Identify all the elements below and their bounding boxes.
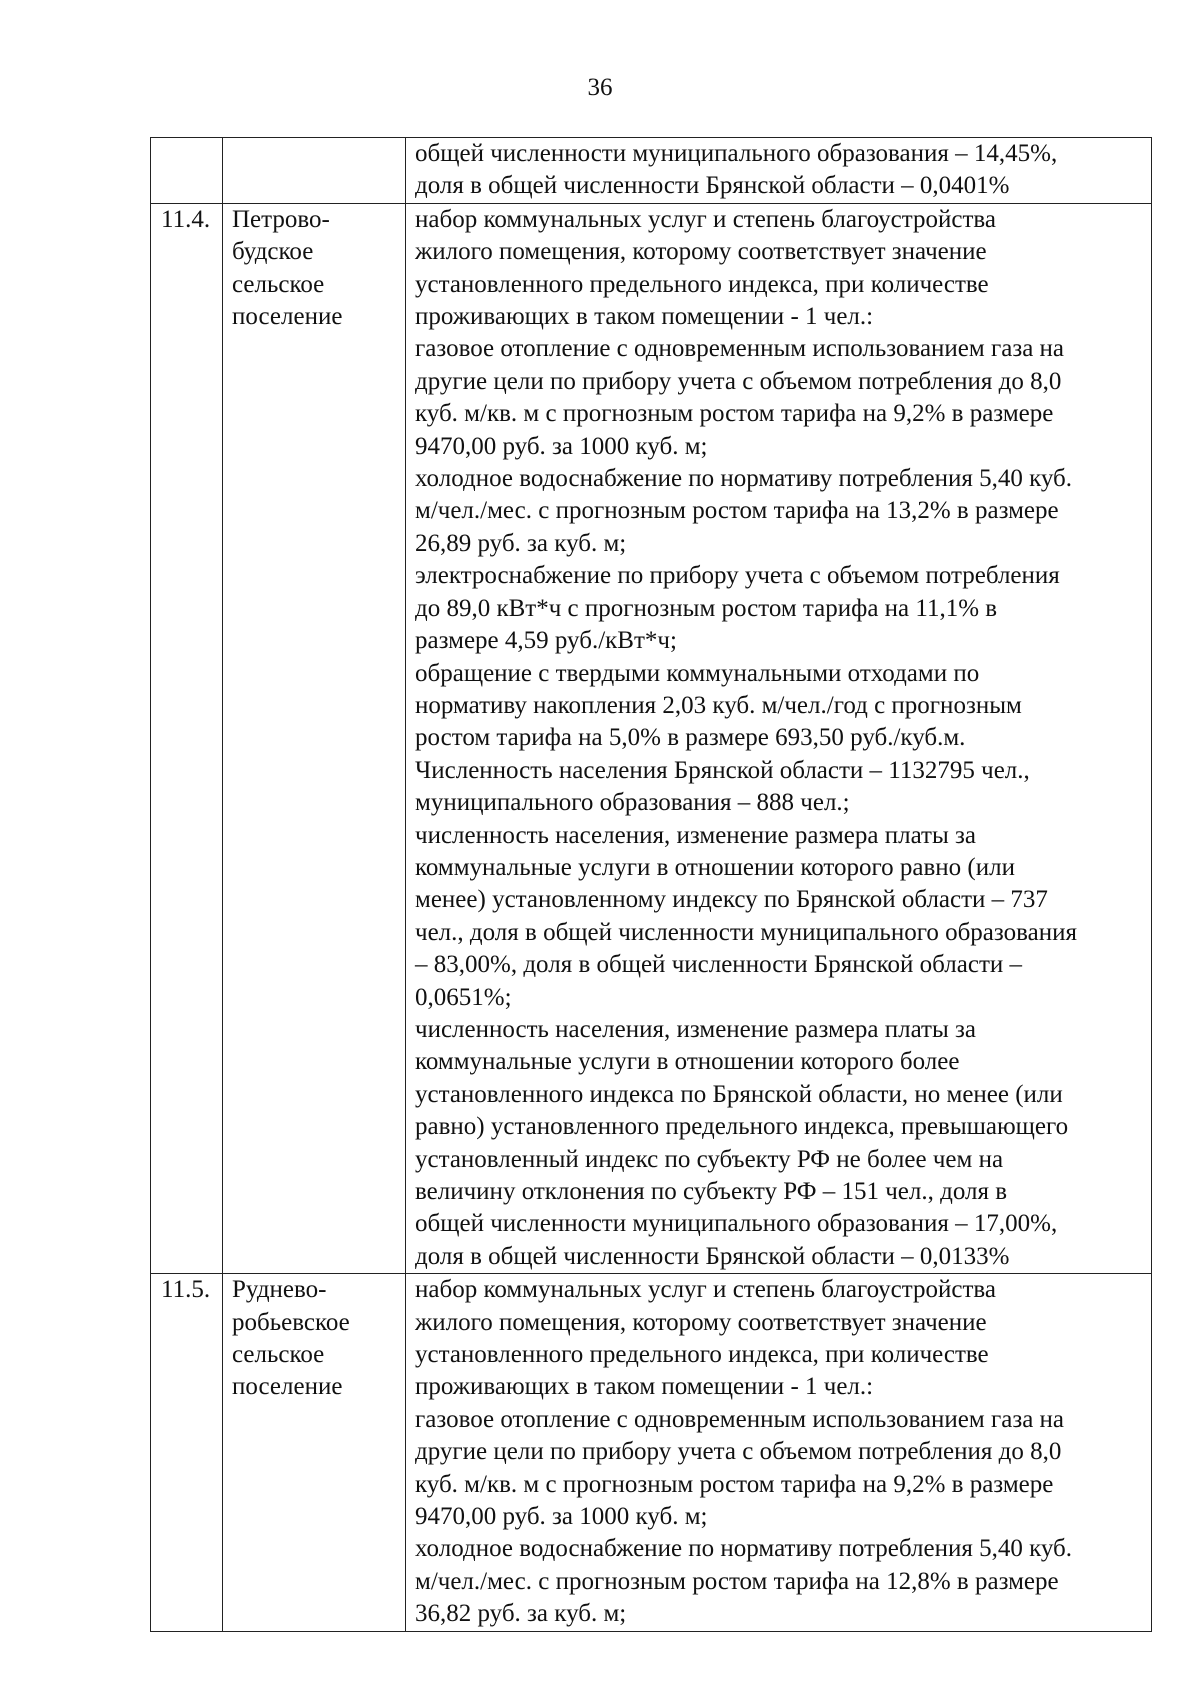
description-line: общей численности муниципального образования – 17,00%, xyxy=(415,1210,1058,1238)
description-line: установленного индекса по Брянской области, но менее (или xyxy=(415,1080,1063,1108)
description-line: 9470,00 руб. за 1000 куб. м; xyxy=(415,1503,708,1531)
row-number: 11.5. xyxy=(161,1276,211,1304)
municipality-name-line: поселение xyxy=(232,1373,343,1401)
description-line: обращение с твердыми коммунальными отходами по xyxy=(415,659,980,687)
description-line: установленный индекс по субъекту РФ не более чем на xyxy=(415,1145,1004,1173)
description-line: 0,0651%; xyxy=(415,983,512,1011)
description-line: нормативу накопления 2,03 куб. м/чел./год с прогнозным xyxy=(415,691,1022,719)
municipality-name-line: Петрово- xyxy=(232,205,330,233)
description-line: куб. м/кв. м с прогнозным ростом тарифа на 9,2% в размере xyxy=(415,400,1054,428)
row-number-cell xyxy=(151,203,223,1273)
municipality-name-line: сельское xyxy=(232,1341,325,1369)
row-number: 11.4. xyxy=(161,205,211,233)
description-line: газовое отопление с одновременным использованием газа на xyxy=(415,335,1065,363)
table-row xyxy=(151,1274,1152,1631)
description-line: установленного предельного индекса, при количестве xyxy=(415,1341,989,1369)
municipality-name-cell xyxy=(223,138,406,204)
description-line: проживающих в таком помещении - 1 чел.: xyxy=(415,303,874,331)
description-line: до 89,0 кВт*ч с прогнозным ростом тарифа на 11,1% в xyxy=(415,594,998,622)
description-line: муниципального образования – 888 чел.; xyxy=(415,789,850,817)
description-line: доля в общей численности Брянской области – 0,0133% xyxy=(415,1242,1010,1270)
description-line: куб. м/кв. м с прогнозным ростом тарифа на 9,2% в размере xyxy=(415,1470,1054,1498)
description-cell xyxy=(406,1274,1152,1631)
page-number: 36 xyxy=(587,74,613,101)
row-number-cell xyxy=(151,138,223,204)
description-line: 9470,00 руб. за 1000 куб. м; xyxy=(415,432,708,460)
municipality-name-cell xyxy=(223,1274,406,1631)
description-line: холодное водоснабжение по нормативу потребления 5,40 куб. xyxy=(415,1535,1073,1563)
description-line: другие цели по прибору учета с объемом потребления до 8,0 xyxy=(415,1438,1062,1466)
description-line: общей численности муниципального образования – 14,45%, xyxy=(415,140,1058,167)
table-body xyxy=(151,138,1152,1632)
description-line: ростом тарифа на 5,0% в размере 693,50 руб./куб.м. xyxy=(415,724,966,752)
description-line: электроснабжение по прибору учета с объемом потребления xyxy=(415,562,1060,590)
description-line: размере 4,59 руб./кВт*ч; xyxy=(415,627,677,655)
description-line: коммунальные услуги в отношении которого более xyxy=(415,1048,960,1076)
description-line: Численность населения Брянской области – 1132795 чел., xyxy=(415,756,1030,784)
description-line: набор коммунальных услуг и степень благоустройства xyxy=(415,205,996,233)
description-line: 36,82 руб. за куб. м; xyxy=(415,1600,627,1628)
description-line: газовое отопление с одновременным использованием газа на xyxy=(415,1405,1065,1433)
description-line: установленного предельного индекса, при количестве xyxy=(415,270,989,298)
description-line: м/чел./мес. с прогнозным ростом тарифа на 13,2% в размере xyxy=(415,497,1059,525)
municipality-name-cell xyxy=(223,203,406,1273)
municipality-name-line: сельское xyxy=(232,270,325,298)
tariff-table xyxy=(150,137,1152,1632)
description-line: равно) установленного предельного индекса, превышающего xyxy=(415,1113,1069,1141)
description-line: численность населения, изменение размера платы за xyxy=(415,1015,976,1043)
description-line: жилого помещения, которому соответствует значение xyxy=(415,238,987,266)
table-row xyxy=(151,138,1152,204)
municipality-name-line: будское xyxy=(232,238,314,266)
municipality-name-line: поселение xyxy=(232,303,343,331)
description-line: холодное водоснабжение по нормативу потребления 5,40 куб. xyxy=(415,465,1073,493)
description-line: чел., доля в общей численности муниципального образования xyxy=(415,918,1077,946)
description-line: м/чел./мес. с прогнозным ростом тарифа на 12,8% в размере xyxy=(415,1567,1059,1595)
row-number-cell xyxy=(151,1274,223,1631)
description-line: проживающих в таком помещении - 1 чел.: xyxy=(415,1373,874,1401)
description-line: менее) установленному индексу по Брянской области – 737 xyxy=(415,886,1048,914)
description-line: набор коммунальных услуг и степень благоустройства xyxy=(415,1276,996,1304)
description-line: доля в общей численности Брянской области – 0,0401% xyxy=(415,172,1010,200)
table-row xyxy=(151,203,1152,1273)
description-cell xyxy=(406,138,1152,204)
municipality-name-line: робьевское xyxy=(232,1308,350,1336)
description-cell xyxy=(406,203,1152,1273)
description-line: коммунальные услуги в отношении которого равно (или xyxy=(415,853,1015,881)
description-line: 26,89 руб. за куб. м; xyxy=(415,529,627,557)
description-line: – 83,00%, доля в общей численности Брянской области – xyxy=(415,951,1022,979)
description-line: численность населения, изменение размера платы за xyxy=(415,821,976,849)
description-line: другие цели по прибору учета с объемом потребления до 8,0 xyxy=(415,367,1062,395)
description-line: жилого помещения, которому соответствует значение xyxy=(415,1308,987,1336)
description-line: величину отклонения по субъекту РФ – 151 чел., доля в xyxy=(415,1178,1008,1205)
municipality-name-line: Руднево- xyxy=(232,1276,327,1304)
